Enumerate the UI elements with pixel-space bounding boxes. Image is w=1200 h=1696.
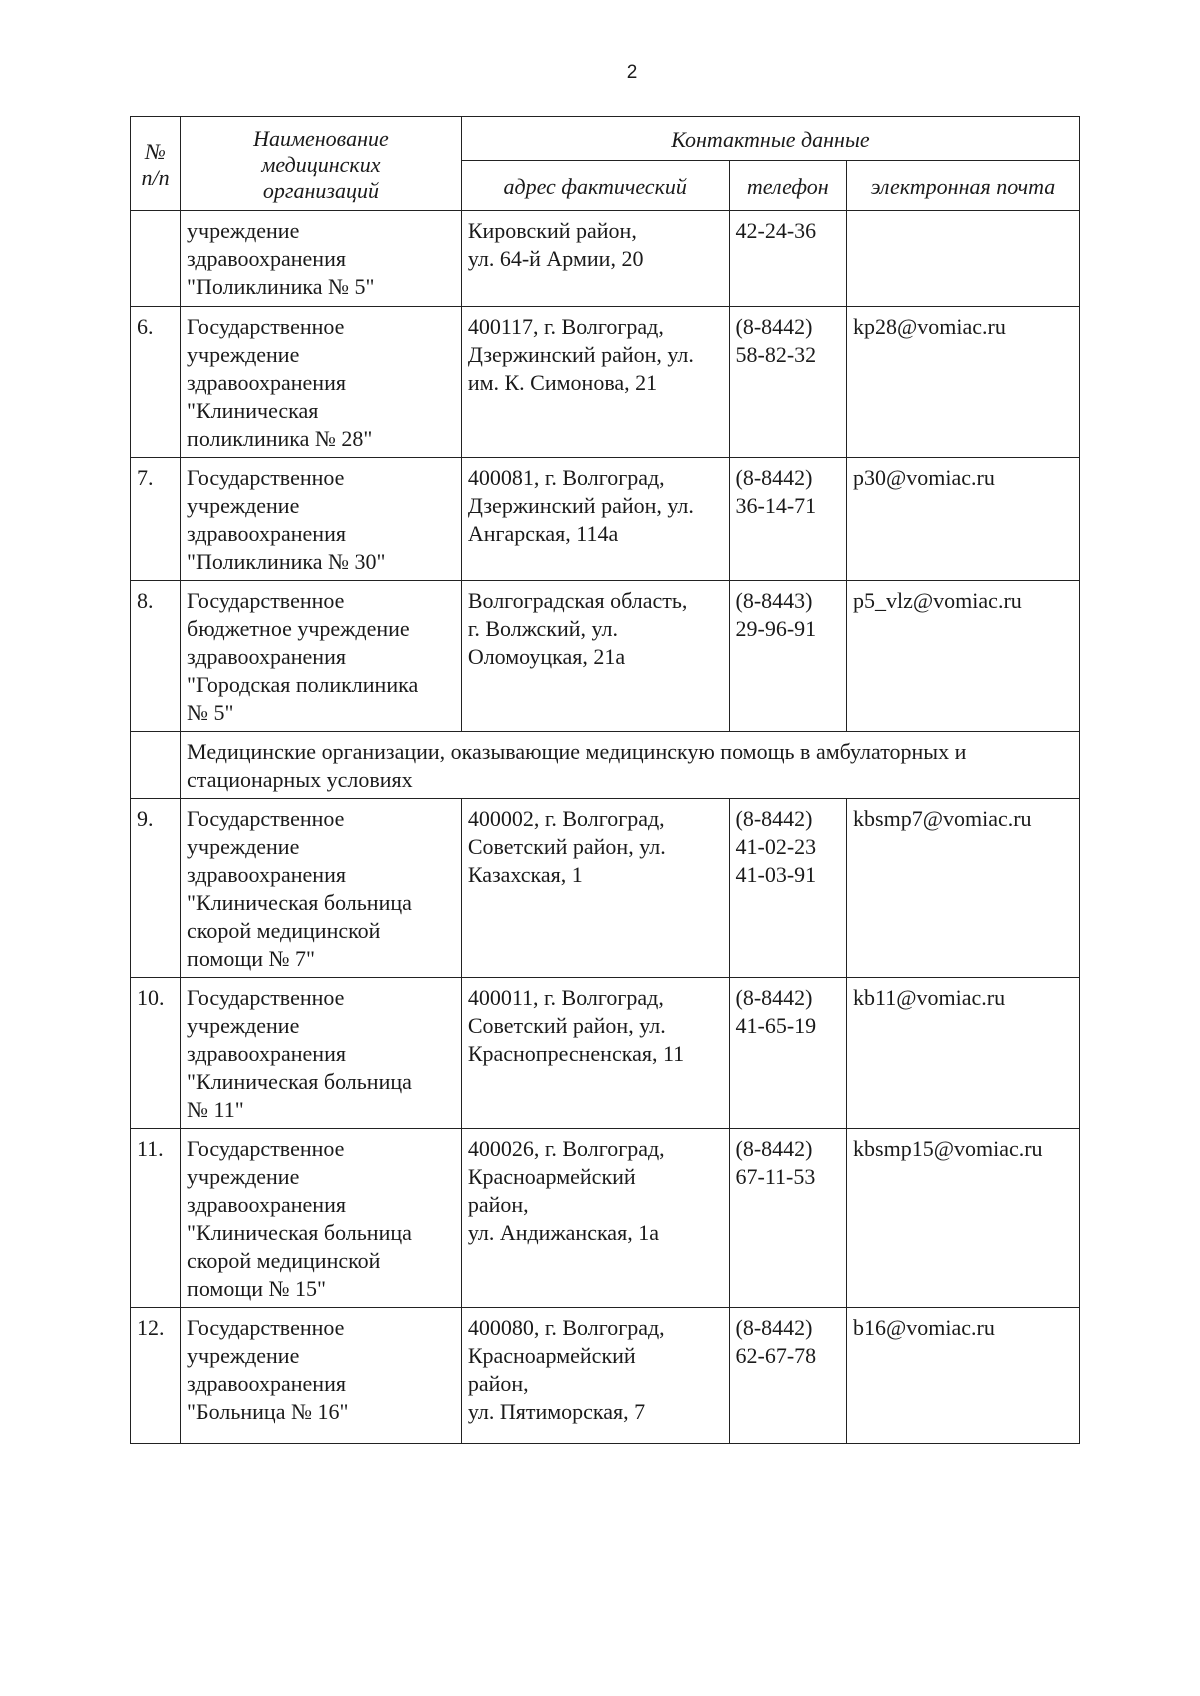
- row-number: 10.: [131, 978, 181, 1129]
- email: p5_vlz@vomiac.ru: [847, 581, 1080, 732]
- email: kbsmp7@vomiac.ru: [847, 799, 1080, 978]
- table-row: [131, 458, 1080, 581]
- row-number: 8.: [131, 581, 181, 732]
- phone: (8-8442) 62-67-78: [729, 1308, 847, 1444]
- address: 400002, г. Волгоград, Советский район, ул. Казахская, 1: [461, 799, 729, 978]
- row-number: 6.: [131, 307, 181, 458]
- row-number: 9.: [131, 799, 181, 978]
- address: 400117, г. Волгоград, Дзержинский район, ул. им. К. Симонова, 21: [461, 307, 729, 458]
- organization-name: Государственное учреждение здравоохранения "Поликлиника № 30": [181, 458, 462, 581]
- email: p30@vomiac.ru: [847, 458, 1080, 581]
- table-row: [131, 211, 1080, 307]
- header-contacts: Контактные данные: [461, 117, 1079, 161]
- row-number: [131, 211, 181, 307]
- email: kp28@vomiac.ru: [847, 307, 1080, 458]
- organization-name: Государственное учреждение здравоохранения "Клиническая больница скорой медицинской помощи № 15": [181, 1129, 462, 1308]
- address: 400026, г. Волгоград, Красноармейский район, ул. Андижанская, 1а: [461, 1129, 729, 1308]
- organization-name: Государственное учреждение здравоохранения "Клиническая больница № 11": [181, 978, 462, 1129]
- organization-name: учреждение здравоохранения "Поликлиника № 5": [181, 211, 462, 307]
- header-email: электронная почта: [847, 161, 1080, 211]
- section-num-cell: [131, 732, 181, 799]
- phone: (8-8442) 36-14-71: [729, 458, 847, 581]
- table-header: [131, 117, 1080, 211]
- table-row: [131, 799, 1080, 978]
- header-phone: телефон: [729, 161, 847, 211]
- organization-name: Государственное учреждение здравоохранения "Клиническая поликлиника № 28": [181, 307, 462, 458]
- table-section: [131, 732, 1080, 799]
- organization-name: Государственное учреждение здравоохранения "Клиническая больница скорой медицинской помощи № 7": [181, 799, 462, 978]
- phone: (8-8442) 41-65-19: [729, 978, 847, 1129]
- table-row: [131, 1129, 1080, 1308]
- address: 400081, г. Волгоград, Дзержинский район, ул. Ангарская, 114а: [461, 458, 729, 581]
- header-name: Наименование медицинских организаций: [181, 117, 462, 211]
- organization-name: Государственное учреждение здравоохранения "Больница № 16": [181, 1308, 462, 1444]
- row-number: 12.: [131, 1308, 181, 1444]
- email: [847, 211, 1080, 307]
- row-number: 7.: [131, 458, 181, 581]
- phone: (8-8442) 58-82-32: [729, 307, 847, 458]
- phone: (8-8442) 41-02-23 41-03-91: [729, 799, 847, 978]
- header-address: адрес фактический: [461, 161, 729, 211]
- section-title: Медицинские организации, оказывающие медицинскую помощь в амбулаторных и стационарных условиях: [181, 732, 1080, 799]
- email: kb11@vomiac.ru: [847, 978, 1080, 1129]
- address: 400011, г. Волгоград, Советский район, ул. Краснопресненская, 11: [461, 978, 729, 1129]
- page-number: 2: [626, 62, 638, 83]
- table-body-a: [131, 211, 1080, 732]
- table-row: [131, 307, 1080, 458]
- table-row: [131, 1308, 1080, 1444]
- email: kbsmp15@vomiac.ru: [847, 1129, 1080, 1308]
- header-num: № п/п: [131, 117, 181, 211]
- address: 400080, г. Волгоград, Красноармейский район, ул. Пятиморская, 7: [461, 1308, 729, 1444]
- address: Волгоградская область, г. Волжский, ул. Оломоуцкая, 21а: [461, 581, 729, 732]
- row-number: 11.: [131, 1129, 181, 1308]
- organization-name: Государственное бюджетное учреждение здравоохранения "Городская поликлиника № 5": [181, 581, 462, 732]
- phone: (8-8442) 67-11-53: [729, 1129, 847, 1308]
- medical-organizations-table: [130, 116, 1080, 1444]
- address: Кировский район, ул. 64-й Армии, 20: [461, 211, 729, 307]
- table-body-b: [131, 799, 1080, 1444]
- table-row: [131, 978, 1080, 1129]
- phone: (8-8443) 29-96-91: [729, 581, 847, 732]
- email: b16@vomiac.ru: [847, 1308, 1080, 1444]
- table-row: [131, 581, 1080, 732]
- phone: 42-24-36: [729, 211, 847, 307]
